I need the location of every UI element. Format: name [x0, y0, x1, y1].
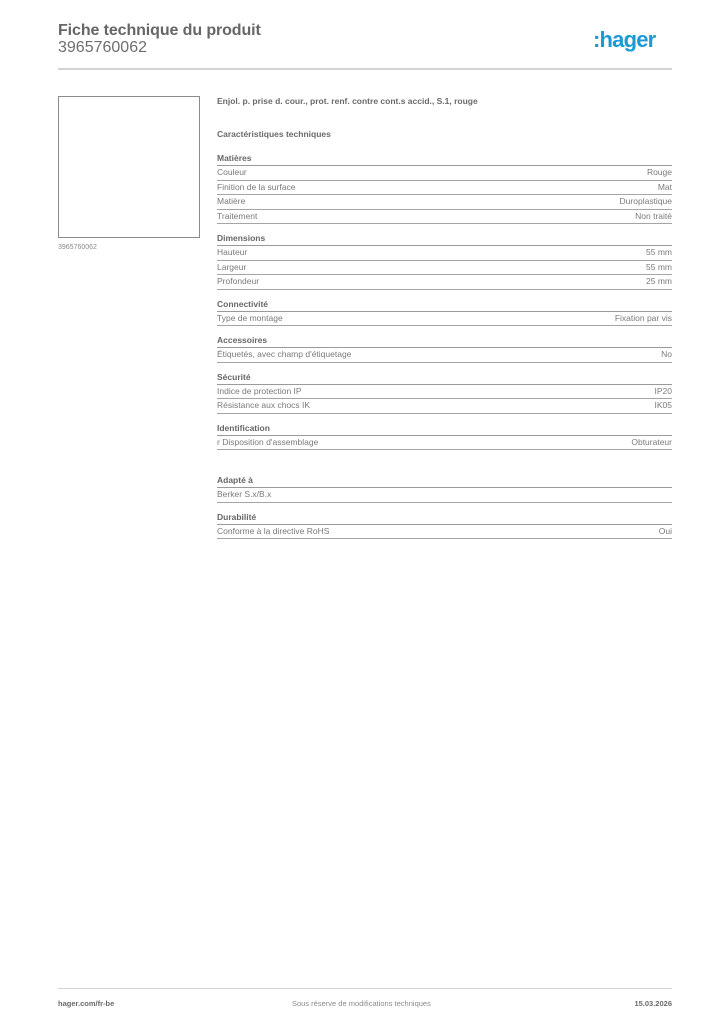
spec-value: No: [661, 349, 672, 359]
section-compatible-with: [217, 475, 672, 503]
spec-label: Profondeur: [217, 276, 260, 286]
header-divider: [58, 68, 672, 70]
hager-logo: :hager: [593, 27, 656, 52]
product-number: 3965760062: [58, 39, 147, 56]
spec-label: r Disposition d'assemblage: [217, 436, 319, 447]
spec-row: [217, 488, 672, 503]
section-dimensions: [217, 233, 672, 290]
spec-label: Type de montage: [217, 312, 283, 323]
spec-value: 25 mm: [646, 276, 672, 286]
tech-characteristics-title: Caractéristiques techniques: [217, 129, 331, 139]
spec-value: Mat: [657, 181, 672, 192]
spec-label: Berker S.x/B.x: [217, 489, 272, 499]
spec-label: Finition de la surface: [217, 181, 296, 192]
section-connectivity: [217, 299, 672, 327]
spec-label: Indice de protection IP: [217, 385, 302, 396]
spec-label: Matière: [217, 196, 246, 206]
footer-disclaimer: Sous réserve de modifications techniques: [292, 999, 431, 1008]
page-title: Fiche technique du produit: [58, 22, 261, 39]
spec-value: Rouge: [646, 167, 672, 177]
section-title: Connectivité: [217, 299, 672, 312]
spec-label: Traitement: [217, 210, 258, 221]
section-security: [217, 372, 672, 414]
spec-row: [217, 312, 672, 327]
spec-value: Obturateur: [631, 436, 672, 447]
spec-row: [217, 181, 672, 196]
section-materials: [217, 153, 672, 224]
spec-row: [217, 348, 672, 363]
product-description: Enjol. p. prise d. cour., prot. renf. contre cont.s accid., S.1, rouge: [217, 96, 478, 106]
spec-label: Largeur: [217, 261, 247, 272]
spec-row: [217, 195, 672, 210]
footer-date: 15.03.2026: [634, 999, 672, 1008]
section-title: Matières: [217, 153, 672, 166]
section-title: Sécurité: [217, 372, 672, 385]
spec-row: [217, 399, 672, 414]
spec-label: Conforme à la directive RoHS: [217, 525, 330, 536]
spec-row: [217, 261, 672, 276]
spec-label: Étiquetés, avec champ d'étiquetage: [217, 349, 352, 359]
section-identification: [217, 423, 672, 451]
section-title: Adapté à: [217, 475, 672, 488]
spec-row: [217, 166, 672, 181]
section-durability: [217, 512, 672, 540]
spec-value: IK05: [654, 400, 672, 410]
spec-label: Hauteur: [217, 247, 248, 257]
spec-row: [217, 385, 672, 400]
footer-website-link[interactable]: hager.com/fr-be: [58, 999, 115, 1008]
section-title: Identification: [217, 423, 672, 436]
spec-row: [217, 525, 672, 540]
spacer: [217, 459, 672, 475]
spec-value: Oui: [658, 525, 672, 536]
spec-row: [217, 275, 672, 290]
spec-label: Couleur: [217, 167, 247, 177]
spec-value: Fixation par vis: [614, 312, 672, 323]
spec-value: Duroplastique: [619, 196, 672, 206]
spec-content: [217, 96, 672, 548]
spec-value: Non traité: [635, 210, 672, 221]
spec-row: [217, 436, 672, 451]
section-accessories: [217, 335, 672, 363]
product-image-placeholder: [58, 96, 200, 238]
section-title: Dimensions: [217, 233, 672, 246]
spec-label: Résistance aux chocs IK: [217, 400, 311, 410]
footer-divider: [58, 988, 672, 989]
section-title: Accessoires: [217, 335, 672, 348]
product-image-caption: 3965760062: [58, 244, 97, 251]
spec-value: IP20: [654, 385, 672, 396]
spec-value: 55 mm: [646, 247, 672, 257]
section-title: Durabilité: [217, 512, 672, 525]
spec-row: [217, 210, 672, 225]
spec-value: 55 mm: [646, 261, 672, 272]
spec-row: [217, 246, 672, 261]
